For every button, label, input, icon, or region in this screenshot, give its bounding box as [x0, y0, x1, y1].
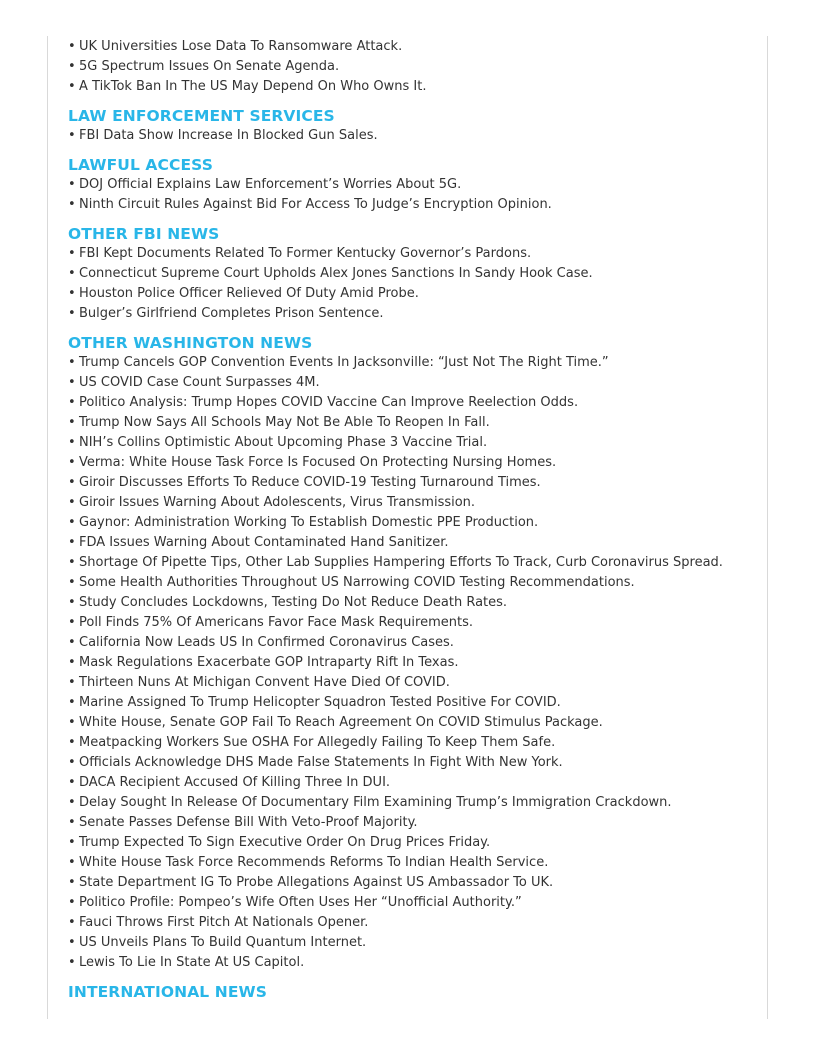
headline-item[interactable]: [68, 933, 758, 953]
bullet-icon: •: [68, 955, 76, 970]
bullet-icon: •: [68, 39, 76, 54]
headline-item[interactable]: [68, 633, 758, 653]
headline-text[interactable]: 5G Spectrum Issues On Senate Agenda.: [79, 59, 340, 74]
headline-text[interactable]: Thirteen Nuns At Michigan Convent Have Died Of COVID.: [79, 675, 450, 690]
headline-text[interactable]: US Unveils Plans To Build Quantum Internet.: [79, 935, 367, 950]
bullet-icon: •: [68, 895, 76, 910]
bullet-icon: •: [68, 535, 76, 550]
headline-text[interactable]: Verma: White House Task Force Is Focused On Protecting Nursing Homes.: [79, 455, 557, 470]
headline-item[interactable]: [68, 673, 758, 693]
headline-item[interactable]: [68, 533, 758, 553]
headline-item[interactable]: [68, 244, 758, 264]
headline-item[interactable]: [68, 573, 758, 593]
headline-text[interactable]: Meatpacking Workers Sue OSHA For Allegedly Failing To Keep Them Safe.: [79, 735, 556, 750]
bullet-icon: •: [68, 197, 76, 212]
headline-text[interactable]: Politico Profile: Pompeo’s Wife Often Uses Her “Unofficial Authority.”: [79, 895, 522, 910]
bullet-icon: •: [68, 375, 76, 390]
bullet-icon: •: [68, 835, 76, 850]
headline-text[interactable]: FBI Kept Documents Related To Former Kentucky Governor’s Pardons.: [79, 246, 532, 261]
headline-item[interactable]: [68, 493, 758, 513]
headline-text[interactable]: Trump Now Says All Schools May Not Be Able To Reopen In Fall.: [79, 415, 490, 430]
headline-item[interactable]: [68, 353, 758, 373]
headline-item[interactable]: [68, 833, 758, 853]
headline-text[interactable]: DOJ Official Explains Law Enforcement’s Worries About 5G.: [79, 177, 462, 192]
bullet-icon: •: [68, 395, 76, 410]
headline-text[interactable]: Giroir Discusses Efforts To Reduce COVID-19 Testing Turnaround Times.: [79, 475, 541, 490]
headline-text[interactable]: Politico Analysis: Trump Hopes COVID Vaccine Can Improve Reelection Odds.: [79, 395, 579, 410]
headline-text[interactable]: State Department IG To Probe Allegations Against US Ambassador To UK.: [79, 875, 554, 890]
bullet-icon: •: [68, 306, 76, 321]
headline-text[interactable]: Gaynor: Administration Working To Establish Domestic PPE Production.: [79, 515, 539, 530]
headline-text[interactable]: Connecticut Supreme Court Upholds Alex Jones Sanctions In Sandy Hook Case.: [79, 266, 593, 281]
bullet-icon: •: [68, 128, 76, 143]
headline-item[interactable]: [68, 893, 758, 913]
headline-item[interactable]: [68, 175, 758, 195]
headline-item[interactable]: [68, 393, 758, 413]
bullet-icon: •: [68, 635, 76, 650]
headline-text[interactable]: UK Universities Lose Data To Ransomware Attack.: [79, 39, 403, 54]
headline-item[interactable]: [68, 57, 758, 77]
bullet-icon: •: [68, 59, 76, 74]
section-heading: INTERNATIONAL NEWS: [68, 983, 267, 1001]
headline-list: [68, 126, 758, 146]
headline-item[interactable]: [68, 753, 758, 773]
headline-list: [68, 244, 758, 324]
bullet-icon: •: [68, 875, 76, 890]
headline-text[interactable]: California Now Leads US In Confirmed Coronavirus Cases.: [79, 635, 454, 650]
headline-text[interactable]: Trump Expected To Sign Executive Order On Drug Prices Friday.: [79, 835, 491, 850]
bullet-icon: •: [68, 615, 76, 630]
headline-item[interactable]: [68, 653, 758, 673]
headline-item[interactable]: [68, 195, 758, 215]
headline-text[interactable]: Bulger’s Girlfriend Completes Prison Sentence.: [79, 306, 384, 321]
bullet-icon: •: [68, 795, 76, 810]
headline-text[interactable]: Officials Acknowledge DHS Made False Statements In Fight With New York.: [79, 755, 563, 770]
headline-text[interactable]: Giroir Issues Warning About Adolescents, Virus Transmission.: [79, 495, 476, 510]
headline-text[interactable]: Shortage Of Pipette Tips, Other Lab Supplies Hampering Efforts To Track, Curb Coronavirus Spread.: [79, 555, 723, 570]
headline-text[interactable]: White House, Senate GOP Fail To Reach Agreement On COVID Stimulus Package.: [79, 715, 603, 730]
headline-item[interactable]: [68, 953, 758, 973]
headline-text[interactable]: DACA Recipient Accused Of Killing Three In DUI.: [79, 775, 391, 790]
section-heading: LAW ENFORCEMENT SERVICES: [68, 107, 335, 125]
bullet-icon: •: [68, 775, 76, 790]
headline-text[interactable]: White House Task Force Recommends Reforms To Indian Health Service.: [79, 855, 549, 870]
bullet-icon: •: [68, 495, 76, 510]
headline-list: [68, 353, 758, 973]
bullet-icon: •: [68, 435, 76, 450]
headline-text[interactable]: NIH’s Collins Optimistic About Upcoming Phase 3 Vaccine Trial.: [79, 435, 488, 450]
bullet-icon: •: [68, 575, 76, 590]
headline-text[interactable]: Lewis To Lie In State At US Capitol.: [79, 955, 305, 970]
bullet-icon: •: [68, 246, 76, 261]
bullet-icon: •: [68, 655, 76, 670]
headline-item[interactable]: [68, 433, 758, 453]
bullet-icon: •: [68, 915, 76, 930]
headline-item[interactable]: [68, 304, 758, 324]
headline-text[interactable]: A TikTok Ban In The US May Depend On Who Owns It.: [79, 79, 427, 94]
headline-item[interactable]: [68, 913, 758, 933]
headline-text[interactable]: Houston Police Officer Relieved Of Duty Amid Probe.: [79, 286, 419, 301]
headline-item[interactable]: [68, 126, 758, 146]
newsletter-content: [68, 37, 758, 1002]
headline-item[interactable]: [68, 77, 758, 97]
headline-text[interactable]: Fauci Throws First Pitch At Nationals Opener.: [79, 915, 369, 930]
bullet-icon: •: [68, 286, 76, 301]
bullet-icon: •: [68, 515, 76, 530]
headline-text[interactable]: Study Concludes Lockdowns, Testing Do Not Reduce Death Rates.: [79, 595, 508, 610]
headline-item[interactable]: [68, 733, 758, 753]
headline-item[interactable]: [68, 553, 758, 573]
headline-item[interactable]: [68, 513, 758, 533]
section-heading: OTHER FBI NEWS: [68, 225, 220, 243]
headline-item[interactable]: [68, 593, 758, 613]
headline-item[interactable]: [68, 793, 758, 813]
bullet-icon: •: [68, 715, 76, 730]
bullet-icon: •: [68, 555, 76, 570]
headline-item[interactable]: [68, 373, 758, 393]
headline-text[interactable]: Trump Cancels GOP Convention Events In Jacksonville: “Just Not The Right Time.”: [79, 355, 609, 370]
bullet-icon: •: [68, 266, 76, 281]
headline-text[interactable]: US COVID Case Count Surpasses 4M.: [79, 375, 320, 390]
headline-list: [68, 175, 758, 215]
headline-text[interactable]: Marine Assigned To Trump Helicopter Squadron Tested Positive For COVID.: [79, 695, 561, 710]
headline-item[interactable]: [68, 264, 758, 284]
bullet-icon: •: [68, 815, 76, 830]
headline-item[interactable]: [68, 853, 758, 873]
bullet-icon: •: [68, 595, 76, 610]
bullet-icon: •: [68, 855, 76, 870]
bullet-icon: •: [68, 935, 76, 950]
headline-item[interactable]: [68, 37, 758, 57]
headline-item[interactable]: [68, 713, 758, 733]
headline-text[interactable]: Poll Finds 75% Of Americans Favor Face Mask Requirements.: [79, 615, 473, 630]
bullet-icon: •: [68, 79, 76, 94]
headline-item[interactable]: [68, 284, 758, 304]
headline-text[interactable]: Delay Sought In Release Of Documentary Film Examining Trump’s Immigration Crackdown.: [79, 795, 672, 810]
bullet-icon: •: [68, 695, 76, 710]
headline-text[interactable]: Ninth Circuit Rules Against Bid For Access To Judge’s Encryption Opinion.: [79, 197, 552, 212]
headline-text[interactable]: Senate Passes Defense Bill With Veto-Proof Majority.: [79, 815, 418, 830]
bullet-icon: •: [68, 355, 76, 370]
headline-item[interactable]: [68, 453, 758, 473]
headline-text[interactable]: FDA Issues Warning About Contaminated Hand Sanitizer.: [79, 535, 449, 550]
headline-item[interactable]: [68, 813, 758, 833]
bullet-icon: •: [68, 675, 76, 690]
headline-item[interactable]: [68, 773, 758, 793]
section-heading: LAWFUL ACCESS: [68, 156, 213, 174]
headline-text[interactable]: Some Health Authorities Throughout US Narrowing COVID Testing Recommendations.: [79, 575, 635, 590]
headline-item[interactable]: [68, 613, 758, 633]
headline-text[interactable]: FBI Data Show Increase In Blocked Gun Sales.: [79, 128, 378, 143]
headline-item[interactable]: [68, 413, 758, 433]
bullet-icon: •: [68, 455, 76, 470]
headline-item[interactable]: [68, 473, 758, 493]
bullet-icon: •: [68, 415, 76, 430]
bullet-icon: •: [68, 735, 76, 750]
headline-list: [68, 37, 758, 97]
bullet-icon: •: [68, 755, 76, 770]
headline-item[interactable]: [68, 873, 758, 893]
bullet-icon: •: [68, 177, 76, 192]
section-heading: OTHER WASHINGTON NEWS: [68, 334, 313, 352]
headline-text[interactable]: Mask Regulations Exacerbate GOP Intraparty Rift In Texas.: [79, 655, 459, 670]
bullet-icon: •: [68, 475, 76, 490]
headline-item[interactable]: [68, 693, 758, 713]
